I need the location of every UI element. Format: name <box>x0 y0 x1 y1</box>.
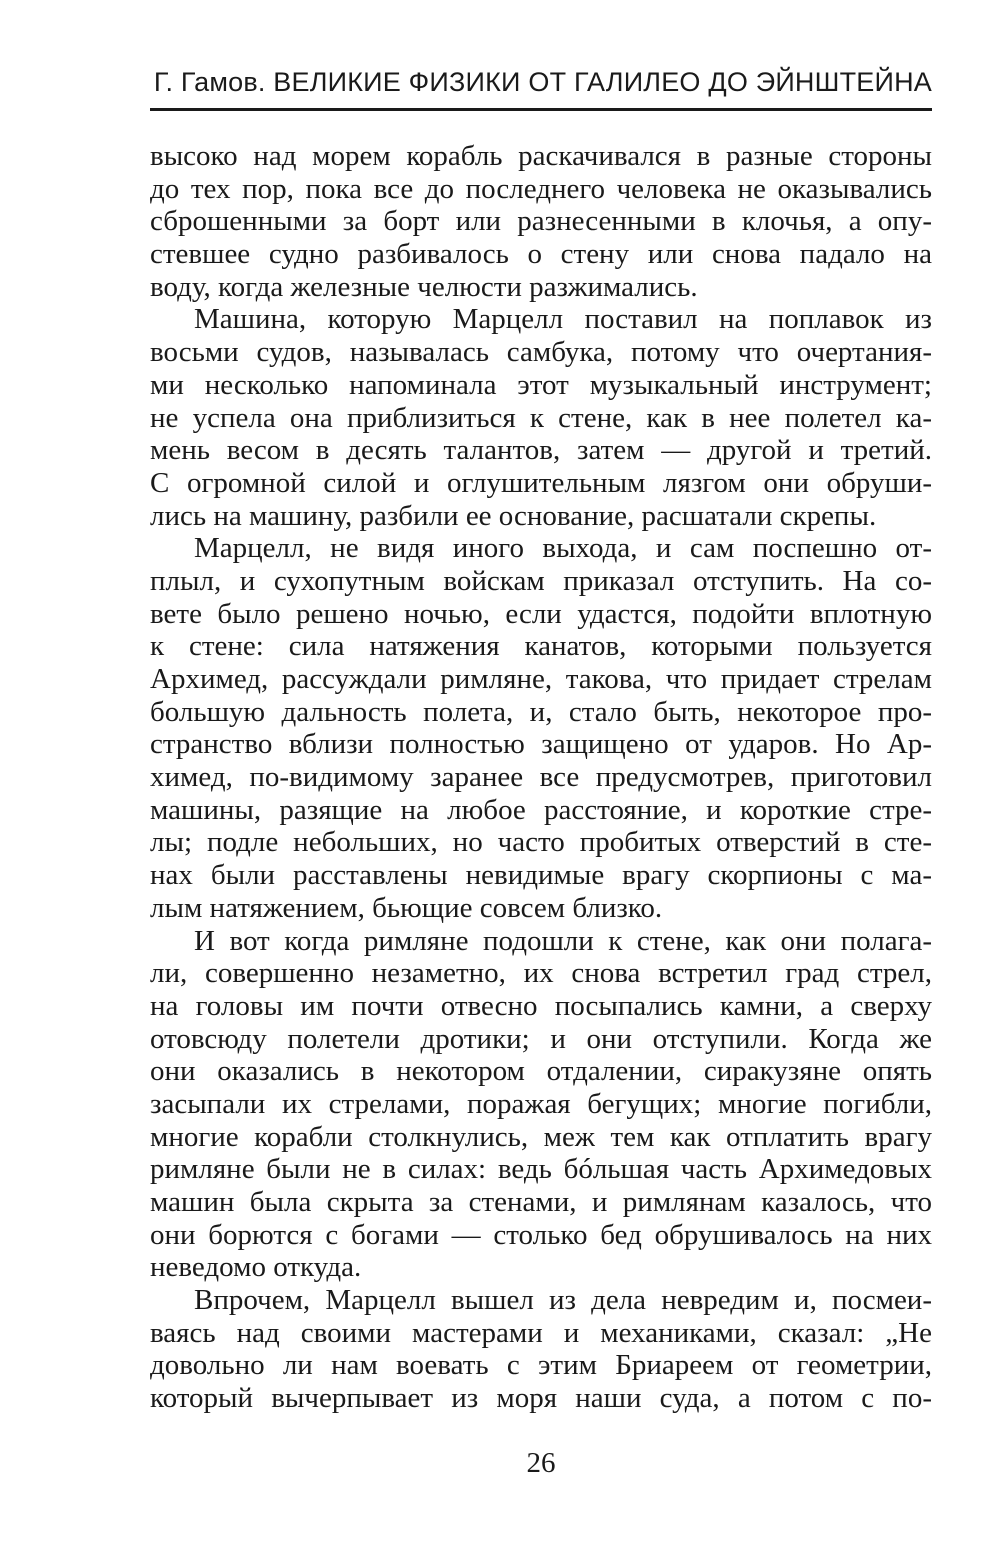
paragraph <box>150 925 932 1285</box>
text-line: лым натяжением, бьющие совсем близко. <box>150 891 663 924</box>
text-line: Архимед, рассуждали римляне, такова, что придает стрелам <box>150 663 932 695</box>
text-line: к стене: сила натяжения канатов, которыми пользуется <box>150 630 932 663</box>
text-line: И вот когда римляне подошли к стене, как они полага- <box>194 924 932 957</box>
text-line: ми несколько напоминала этот музыкальный инструмент; <box>150 368 932 401</box>
text-line: машин была скрыта за стенами, и римлянам казалось, что <box>150 1186 932 1218</box>
text-line: вете было решено ночью, если удастся, подойти вплотную <box>150 597 932 630</box>
text-line: Марцелл, не видя иного выхода, и сам поспешно от- <box>194 532 932 565</box>
text-line: химед, по-видимому заранее все предусмотрев, приготовил <box>150 761 932 794</box>
running-header: Г. Гамов. ВЕЛИКИЕ ФИЗИКИ ОТ ГАЛИЛЕО ДО ЭЙНШТЕЙНА <box>153 67 932 97</box>
text-line: неведомо откуда. <box>150 1251 362 1284</box>
text-line: который вычерпывает из моря наши суда, а потом с по- <box>150 1382 932 1415</box>
text-line: нах были расставлены невидимые врагу скорпионы с ма- <box>150 859 932 892</box>
header-rule <box>150 108 932 111</box>
text-line: отовсюду полетели дротики; и они отступили. Когда же <box>150 1022 932 1055</box>
text-line: Машина, которую Марцелл поставил на поплавок из <box>194 303 932 336</box>
text-line: лы; подле небольших, но часто пробитых отверстий в сте- <box>150 826 932 859</box>
page-number: 26 <box>526 1447 556 1479</box>
text-line: довольно ли нам воевать с этим Бриареем от геометрии, <box>150 1349 932 1382</box>
text-line: многие корабли столкнулись, меж тем как отплатить врагу <box>150 1120 932 1153</box>
text-line: сброшенными за борт или разнесенными в клочья, а опу- <box>150 205 932 238</box>
text-line: не успела она приблизиться к стене, как в нее полетел ка- <box>150 401 932 434</box>
paragraph <box>150 303 932 532</box>
body-text <box>150 140 932 1415</box>
text-line: они борются с богами — столько бед обрушивалось на них <box>150 1218 932 1251</box>
text-line: большую дальность полета, и, стало быть, некоторое про- <box>150 695 932 728</box>
paragraph <box>150 532 932 924</box>
text-line: машины, разящие на любое расстояние, и короткие стре- <box>150 793 932 826</box>
text-line: на головы им почти отвесно посыпались камни, а сверху <box>150 989 932 1022</box>
text-line: ваясь над своими мастерами и механиками, сказал: „Не <box>150 1316 932 1349</box>
text-line: они оказались в некотором отдалении, сиракузяне опять <box>150 1055 932 1088</box>
text-line: засыпали их стрелами, поражая бегущих; многие погибли, <box>150 1087 932 1120</box>
text-line: римляне были не в силах: ведь бóльшая часть Архимедовых <box>150 1153 932 1186</box>
text-line: С огромной силой и оглушительным лязгом они обруши- <box>150 466 932 499</box>
text-line: до тех пор, пока все до последнего человека не оказывались <box>150 172 932 205</box>
paragraph <box>150 140 932 303</box>
text-line: плыл, и сухопутным войскам приказал отступить. На со- <box>150 564 932 597</box>
text-line: мень весом в десять талантов, затем — другой и третий. <box>150 434 932 467</box>
text-line: восьми судов, называлась самбука, потому что очертания- <box>150 336 932 369</box>
paragraph <box>150 1284 932 1415</box>
text-line: странство вблизи полностью защищено от ударов. Но Ар- <box>150 728 932 761</box>
text-line: Впрочем, Марцелл вышел из дела невредим и, посмеи- <box>194 1284 932 1317</box>
text-line: стевшее судно разбивалось о стену или снова падало на <box>150 238 932 271</box>
text-line: воду, когда железные челюсти разжимались. <box>150 270 698 303</box>
text-line: лись на машину, разбили ее основание, расшатали скрепы. <box>150 499 877 532</box>
text-line: ли, совершенно незаметно, их снова встретил град стрел, <box>150 957 932 990</box>
text-line: высоко над морем корабль раскачивался в разные стороны <box>150 140 932 172</box>
